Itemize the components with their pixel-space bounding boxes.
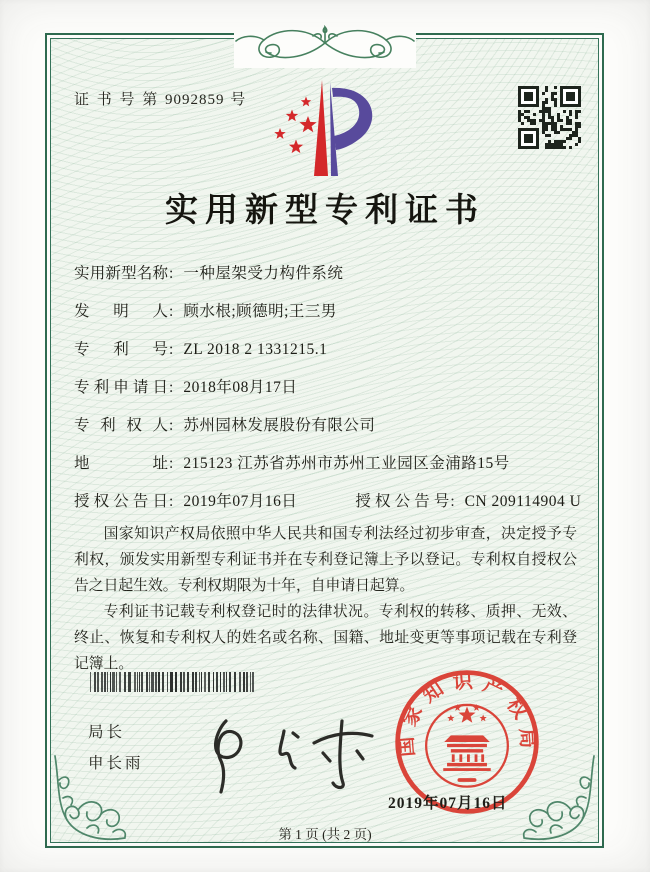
field-colon: :	[169, 417, 174, 434]
field-value: 顾水根;顾德明;王三男	[183, 303, 337, 320]
field-colon: :	[169, 455, 174, 472]
field-value: 215123 江苏省苏州市苏州工业园区金浦路15号	[183, 455, 510, 472]
field-label: 专利号	[74, 341, 168, 358]
seal-date: 2019年07月16日	[388, 795, 508, 812]
cnipa-logo-icon	[262, 76, 388, 188]
field-colon: :	[169, 493, 174, 510]
legal-text	[74, 521, 577, 677]
field-label: 专利权人	[74, 417, 168, 434]
field-row-inventors	[74, 299, 337, 321]
certificate-number	[74, 88, 247, 109]
field-row-name	[74, 261, 343, 283]
field-label: 地址	[74, 455, 168, 472]
barcode	[90, 672, 256, 692]
qr-code	[518, 86, 581, 149]
field-colon: :	[169, 303, 174, 320]
field-value: 苏州园林发展股份有限公司	[183, 417, 376, 434]
page-footer: 第 1 页 (共 2 页)	[278, 827, 372, 842]
field-row-filing-date	[74, 375, 297, 397]
field-value: ZL 2018 2 1331215.1	[183, 341, 328, 358]
top-border-ornament-icon	[210, 22, 440, 68]
legal-paragraph-2: 专利证书记载专利权登记时的法律状况。专利权的转移、质押、无效、终止、恢复和专利权人的姓名或名称、国籍、地址变更等事项记载在专利登记簿上。	[74, 604, 577, 672]
field-label: 实用新型名称	[74, 265, 168, 282]
field-value: 一种屋架受力构件系统	[183, 265, 344, 282]
field-label: 发明人	[74, 303, 168, 320]
legal-paragraph-1: 国家知识产权局依照中华人民共和国专利法经过初步审查，决定授予专利权，颁发实用新型专利证书并在专利登记簿上予以登记。专利权自授权公告之日起生效。专利权期限为十年，自申请日起算。	[74, 526, 577, 594]
field-row-grant	[74, 489, 581, 511]
field-colon: :	[169, 341, 174, 358]
grant-number-pair	[355, 489, 581, 511]
field-colon: :	[169, 379, 174, 396]
field-label: 授权公告日	[74, 493, 168, 510]
field-row-patent-number	[74, 337, 327, 359]
field-row-patentee	[74, 413, 375, 435]
field-colon: :	[169, 265, 174, 282]
field-value: 2018年08月17日	[183, 379, 298, 396]
signature-shen-changyu	[196, 703, 392, 795]
seal-text: 国家知识产权局	[395, 670, 539, 758]
field-label: 专利申请日	[74, 379, 168, 396]
field-value: 2019年07月16日	[183, 493, 298, 510]
field-colon: :	[450, 493, 455, 510]
certificate-number-value: 9092859	[165, 92, 225, 108]
certificate-number-suffix: 号	[230, 92, 248, 108]
field-row-address	[74, 451, 510, 473]
signer-name: 申长雨	[88, 755, 144, 772]
certificate-number-prefix: 证 书 号 第	[74, 92, 160, 108]
field-value: CN 209114904 U	[464, 493, 582, 510]
signer-title: 局长	[88, 724, 126, 741]
field-label: 授权公告号	[355, 493, 450, 510]
certificate-title: 实用新型专利证书	[165, 193, 485, 229]
